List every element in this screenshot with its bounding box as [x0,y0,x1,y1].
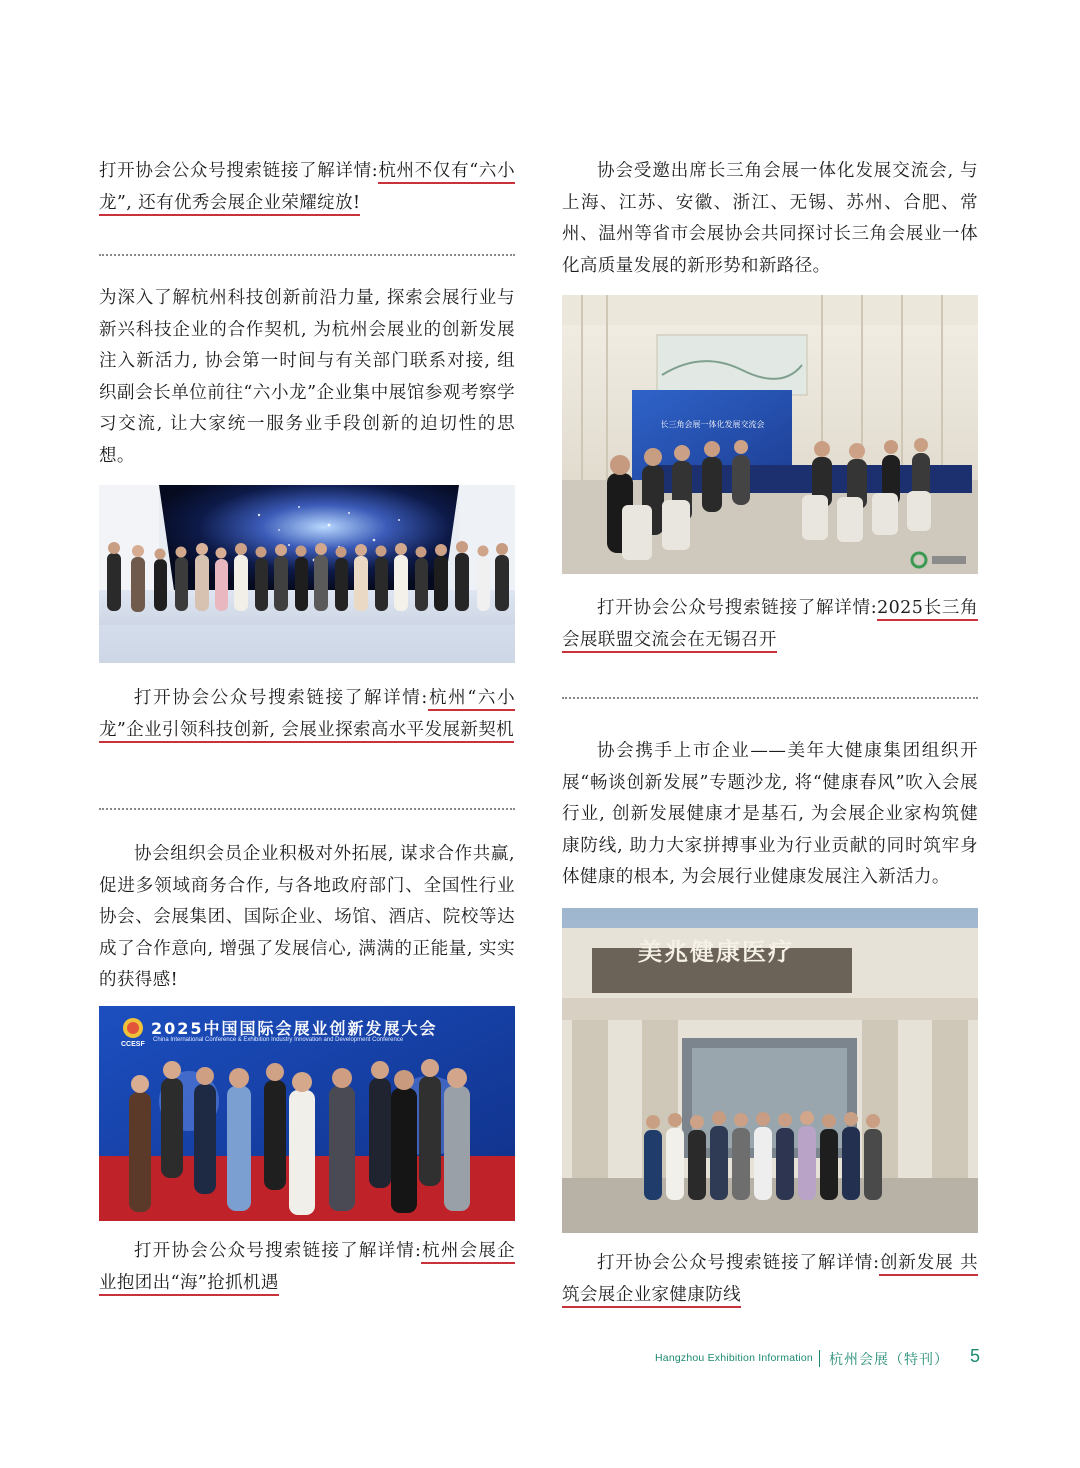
photo-health-center [562,908,978,1233]
right-paragraph-health-salon: 协会携手上市企业——美年大健康集团组织开展“畅谈创新发展”专题沙龙, 将“健康春风”吹入会展行业, 创新发展健康才是基石, 为会展企业家构筑健康防线, 助力大家拼搏事业为行业贡献的同时筑牢身体健康的根本, 为会展行业健康发展注入新活力。 [562,741,978,887]
page-footer [600,1346,1000,1372]
left-caption-0 [99,156,515,219]
caption-lead: 打开协会公众号搜索链接了解详情: [597,1253,880,1273]
screen-title: 长三角会展一体化发展交流会 [660,420,765,429]
page-number: 5 [970,1346,981,1366]
caption-lead: 打开协会公众号搜索链接了解详情: [597,598,878,618]
caption-lead: 打开协会公众号搜索链接了解详情: [134,1241,422,1261]
footer-publication-cn: 杭州会展（特刊） [829,1352,949,1368]
article-link-health-defense[interactable]: 创新发展 共筑会展企业家健康防线 [562,1253,978,1308]
footer-publication-en: Hangzhou Exhibition Information [655,1352,813,1364]
banner-subtitle: China International Conference & Exhibition Industry Innovation and Development Conference [153,1037,404,1043]
dotted-divider [99,808,515,810]
left-paragraph-study-tour: 为深入了解杭州科技创新前沿力量, 探索会展行业与新兴科技企业的合作契机, 为杭州会展业的创新发展注入新活力, 协会第一时间与有关部门联系对接, 组织副会长单位前往“六小龙”企业集中展馆参观考察学习交流, 让大家统一服务业手段创新的迫切性的思想。 [99,288,515,466]
caption-lead: 打开协会公众号搜索链接了解详情: [134,688,428,708]
article-link-tech-innovation[interactable]: 杭州“六小龙”企业引领科技创新, 会展业探索高水平发展新契机 [99,688,515,743]
banner-title: 2025中国国际会展业创新发展大会 [151,1019,438,1038]
dotted-divider [99,254,515,256]
ccesf-logo: CCESF [121,1041,145,1048]
right-paragraph-yangtze: 协会受邀出席长三角会展一体化发展交流会, 与上海、江苏、安徽、浙江、无锡、苏州、合肥、常州、温州等省市会展协会共同探讨长三角会展业一体化高质量发展的新形势和新路径。 [562,161,978,276]
right-caption-1 [562,593,978,656]
article-link-yangtze-alliance[interactable]: 2025长三角会展联盟交流会在无锡召开 [562,598,978,653]
left-paragraph-expansion: 协会组织会员企业积极对外拓展, 谋求合作共赢, 促进多领域商务合作, 与各地政府部门、全国性行业协会、会展集团、国际企业、场馆、酒店、院校等达成了合作意向, 增强了发展信心, 满满的正能量, 实实的获得感! [99,844,515,990]
article-link-going-overseas[interactable]: 杭州会展企业抱团出“海”抢抓机遇 [99,1241,515,1296]
dotted-divider [562,697,978,699]
left-caption-1 [99,683,515,746]
building-sign: 美兆健康医疗 [638,938,794,966]
caption-lead: 打开协会公众号搜索链接了解详情: [99,161,379,181]
right-caption-2 [562,1248,978,1311]
left-caption-2 [99,1236,515,1299]
photo-group-stage [99,485,515,663]
article-link-hangzhou-six-dragons[interactable]: 杭州不仅有“六小龙”, 还有优秀会展企业荣耀绽放! [99,161,515,216]
photo-conference-room [562,295,978,574]
footer-separator [819,1350,820,1367]
photo-ccesf-conference [99,1006,515,1221]
